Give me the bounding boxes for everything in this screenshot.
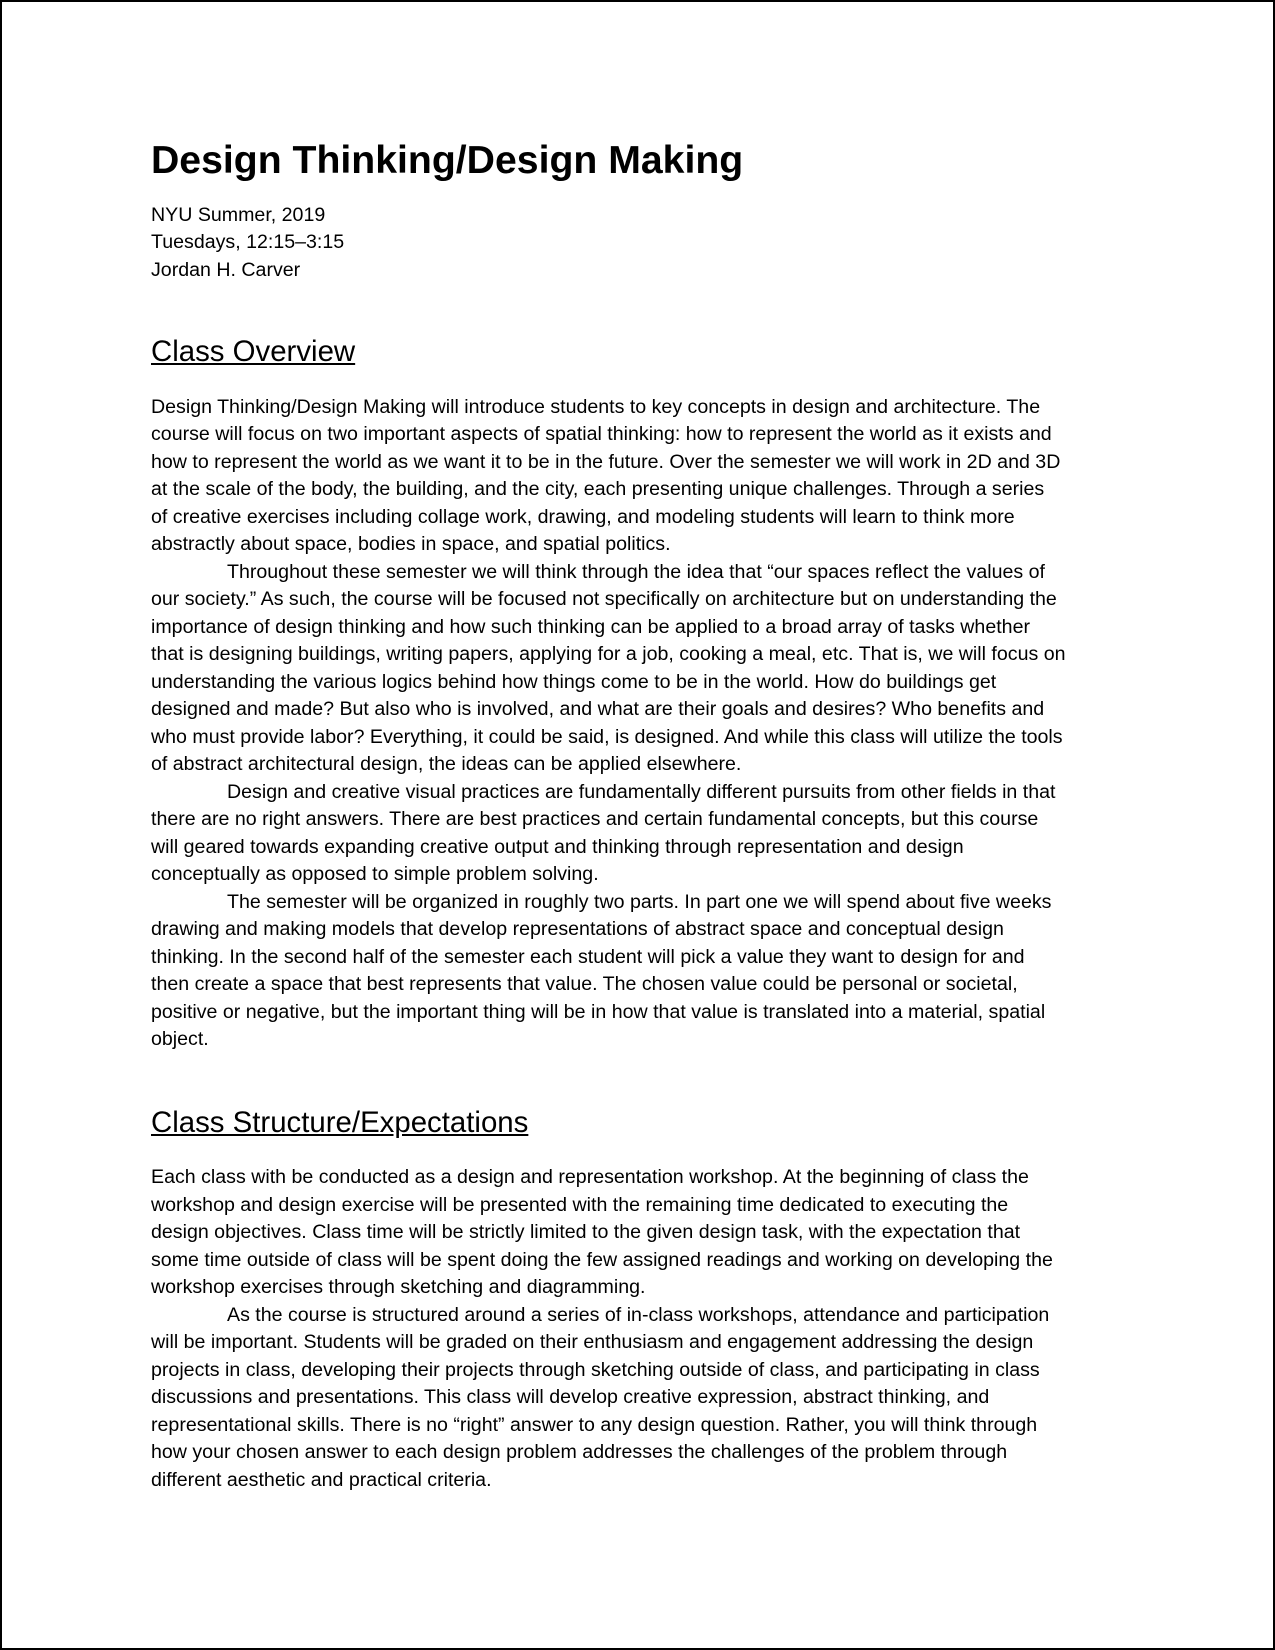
paragraph-line: at the scale of the body, the building, and the city, each presenting unique challenges. Through a series [151, 478, 1045, 500]
section-body-class-overview [151, 394, 1131, 1054]
paragraph-line: how to represent the world as we want it to be in the future. Over the semester we will work in 2D and 3D [151, 450, 1061, 473]
paragraph-line: As the course is structured around a series of in-class workshops, attendance and participation [227, 1303, 1050, 1326]
paragraph-line: drawing and making models that develop representations of abstract space and conceptual design [151, 918, 1004, 940]
paragraph-line: that is designing buildings, writing papers, applying for a job, cooking a meal, etc. That is, we will focus on [151, 643, 1066, 665]
paragraph-line: course will focus on two important aspects of spatial thinking: how to represent the world as it exists and [151, 423, 1052, 445]
paragraph-line: how your chosen answer to each design problem addresses the challenges of the problem through [151, 1441, 1008, 1463]
body-paragraph [151, 394, 1131, 559]
paragraph-line: will geared towards expanding creative output and thinking through representation and design [151, 835, 964, 858]
body-paragraph [151, 1302, 1131, 1495]
body-paragraph [151, 889, 1131, 1054]
paragraph-line: our society.” As such, the course will be focused not specifically on architecture but on understanding the [151, 588, 1057, 610]
body-paragraph [151, 1164, 1131, 1302]
document-title: Design Thinking/Design Making [151, 139, 744, 182]
paragraph-line: who must provide labor? Everything, it could be said, is designed. And while this class will utilize the tools [151, 725, 1063, 748]
section-body-class-structure [151, 1164, 1131, 1494]
paragraph-line: object. [151, 1028, 209, 1050]
paragraph-line: understanding the various logics behind how things come to be in the world. How do buildings get [151, 670, 997, 693]
paragraph-line: importance of design thinking and how such thinking can be applied to a broad array of tasks whether [151, 615, 1030, 638]
paragraph-line: representational skills. There is no “right” answer to any design question. Rather, you will think through [151, 1413, 1038, 1436]
paragraph-line: The semester will be organized in roughly two parts. In part one we will spend about five weeks [227, 890, 1052, 913]
paragraph-line: then create a space that best represents that value. The chosen value could be personal or societal, [151, 973, 1018, 995]
body-paragraph [151, 779, 1131, 889]
paragraph-line: design objectives. Class time will be strictly limited to the given design task, with the expectation that [151, 1221, 1021, 1243]
paragraph-line: of abstract architectural design, the ideas can be applied elsewhere. [151, 753, 742, 775]
paragraph-line: there are no right answers. There are best practices and certain fundamental concepts, but this course [151, 808, 1039, 830]
paragraph-line: Design Thinking/Design Making will introduce students to key concepts in design and architecture. The [151, 395, 1041, 418]
paragraph-line: workshop and design exercise will be presented with the remaining time dedicated to executing the [151, 1193, 1009, 1216]
paragraph-line: conceptually as opposed to simple problem solving. [151, 863, 599, 885]
paragraph-line: designed and made? But also who is involved, and what are their goals and desires? Who benefits and [151, 698, 1045, 720]
paragraph-line: Each class with be conducted as a design and representation workshop. At the beginning of class the [151, 1166, 1029, 1188]
paragraph-line: different aesthetic and practical criteria. [151, 1468, 492, 1491]
section-heading-class-overview: Class Overview [151, 335, 356, 368]
paragraph-line: Throughout these semester we will think through the idea that “our spaces reflect the values of [227, 560, 1045, 583]
paragraph-line: positive or negative, but the important thing will be in how that value is translated into a material, spatial [151, 1000, 1046, 1023]
paragraph-line: Design and creative visual practices are fundamentally different pursuits from other fields in that [227, 780, 1056, 803]
paragraph-line: will be important. Students will be graded on their enthusiasm and engagement addressing the design [151, 1331, 1034, 1353]
course-schedule: Tuesdays, 12:15–3:15 [151, 231, 345, 253]
course-instructor: Jordan H. Carver [151, 258, 301, 281]
paragraph-line: discussions and presentations. This class will develop creative expression, abstract thinking, and [151, 1386, 990, 1408]
paragraph-line: workshop exercises through sketching and diagramming. [151, 1276, 646, 1298]
course-meta [151, 202, 1131, 285]
section-heading-class-structure: Class Structure/Expectations [151, 1105, 529, 1139]
course-term: NYU Summer, 2019 [151, 203, 326, 226]
body-paragraph [151, 559, 1131, 779]
paragraph-line: projects in class, developing their projects through sketching outside of class, and participating in class [151, 1358, 1040, 1381]
document-content [151, 139, 1131, 1494]
paragraph-line: of creative exercises including collage work, drawing, and modeling students will learn to think more [151, 505, 1015, 528]
paragraph-line: thinking. In the second half of the semester each student will pick a value they want to design for and [151, 945, 1025, 968]
paragraph-line: some time outside of class will be spent doing the few assigned readings and working on developing the [151, 1248, 1053, 1271]
paragraph-line: abstractly about space, bodies in space, and spatial politics. [151, 533, 671, 555]
